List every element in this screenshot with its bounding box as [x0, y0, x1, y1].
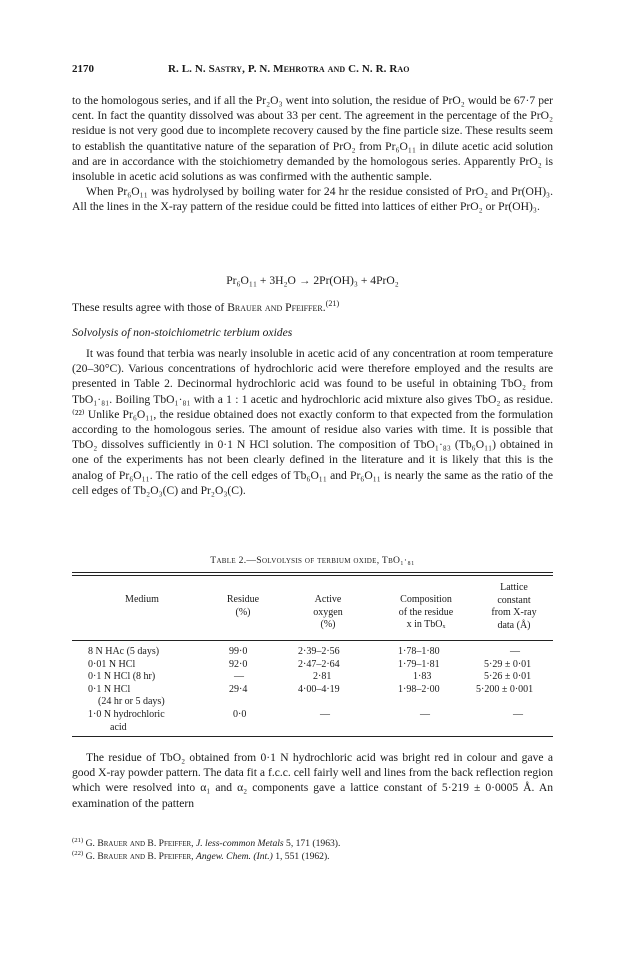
table-row: [72, 646, 553, 659]
table-bottom-rule: [72, 736, 553, 737]
body-text-lower: [72, 750, 553, 811]
table-cell: 99·0: [229, 646, 248, 657]
paragraph-praseodymium-residue: to the homologous series, and if all the Pr₂O₃ went into solution, the residue of PrO₂ would be 67·7 per cent. In fact the quantity dissolved was about 33 per cent. The agreement in the percentage of the PrO₂ residue is not very good due to incomplete recovery caused by the fine particle size. These results seem to establish the quantitative nature of the separation of PrO₂ from Pr₆O₁₁ in dilute acetic acid solution and are in accordance with the stoichiometry demanded by the homologous series. Apparently PrO₂ is insoluble in acetic acid solutions as was confirmed with the authentic sample.: [72, 94, 553, 184]
table-cell: 1·0 N hydrochloric: [88, 709, 165, 720]
footnote-part: G. Brauer and B. Pfeiffer,: [85, 838, 196, 849]
col-header-active-oxygen: Active oxygen (%): [313, 594, 343, 631]
table-cell: 2·81: [313, 671, 332, 683]
body-text-upper: [72, 93, 553, 215]
table-cell: 0·1 N HCl (8 hr): [88, 671, 156, 683]
table-cell: 1·98–2·00: [398, 683, 440, 695]
col-header-composition: Composition of the residue x in TbOₓ: [398, 594, 454, 631]
table-cell: 8 N HAc (5 days): [88, 646, 160, 657]
table-top-rule: [72, 572, 553, 573]
table-cell: 1·78–1·80: [398, 646, 440, 657]
table-caption: Table 2.—Solvolysis of terbium oxide, TbO₁·₈₁: [210, 555, 415, 566]
table-cell: 1·83: [413, 671, 432, 683]
agreement-authors: Brauer and Pfeiffer.: [227, 301, 326, 314]
table-row: [72, 722, 553, 735]
table-row: [72, 659, 553, 672]
section-heading: Solvolysis of non-stoichiometric terbium oxides: [72, 326, 293, 339]
page-number: 2170: [72, 63, 94, 75]
footnote-part: (22): [72, 849, 84, 857]
table-cell: 92·0: [229, 658, 248, 670]
paragraph-agreement: [72, 300, 553, 315]
table-cell: —: [510, 646, 520, 657]
col-header-medium: Medium: [125, 594, 159, 605]
table-header-rule: [72, 640, 553, 641]
col-header-lattice: Lattice constant from X-ray data (Å): [491, 582, 537, 631]
table-cell: —: [234, 671, 244, 683]
table-cell: 5·29 ± 0·01: [484, 658, 532, 670]
footnote-part: 1, 551 (1962).: [272, 851, 330, 862]
agreement-text: These results agree with those of: [72, 301, 228, 314]
table-cell: 0·1 N HCl: [88, 683, 131, 695]
table-cell: 29·4: [229, 683, 248, 695]
table-cell: 2·47–2·64: [298, 658, 340, 670]
running-header: [72, 63, 552, 79]
footnotes: [72, 837, 553, 863]
footnote-part: (21): [72, 836, 84, 844]
paragraph-tbo2-residue: The residue of TbO₂ obtained from 0·1 N hydrochloric acid was bright red in colour and gave a good X-ray powder pattern. The data fit a f.c.c. cell fairly well and lines from the back reflection region which were resolved into α₁ and α₂ components gave a lattice constant of 5·219 ± 0·0005 Å. An examination of the pattern: [72, 751, 553, 810]
table-row: [72, 671, 553, 684]
footnote-part: G. Brauer and B. Pfeiffer,: [85, 851, 196, 862]
table-row: [72, 696, 553, 709]
table-cell: —: [420, 709, 430, 720]
col-header-residue: Residue (%): [226, 594, 260, 618]
table-row: [72, 684, 553, 697]
table-cell: 1·79–1·81: [398, 658, 440, 670]
table-cell: —: [320, 709, 330, 720]
hydrolysis-equation: Pr₆O₁₁ + 3H₂O → 2Pr(OH)₃ + 4PrO₂: [226, 274, 399, 287]
paragraph-hydrolysis: When Pr₆O₁₁ was hydrolysed by boiling water for 24 hr the residue consisted of PrO₂ and Pr(OH)₃. All the lines in the X-ray pattern of the residue could be fitted into lattices of either PrO₂ or Pr(OH)₃.: [72, 185, 553, 214]
table-cell: 5·26 ± 0·01: [484, 671, 532, 683]
footnote-part: J. less-common Metals: [195, 838, 284, 849]
footnote-22: [72, 850, 553, 863]
table-cell: 0·0: [233, 709, 247, 720]
paragraph-terbium-solvolysis: It was found that terbia was nearly insoluble in acetic acid of any concentration at room temperature (20–30°C). Various concentrations of hydrochloric acid were therefore employed and the results are presented in Table 2. Decinormal hydrochloric acid was found to be useful in obtaining TbO₂ from TbO₁·₈₁. Boiling TbO₁·₈₁ with a 1 : 1 acetic and hydrochloric acid mixture also gives TbO₂ as residue.⁽²²⁾ Unlike Pr₆O₁₁, the residue obtained does not exactly conform to that expected from the formulation according to the homologous series. The amount of residue also varies with time. It is possible that TbO₂ dissolves sufficiently in 0·1 N HCl solution. The composition of TbO₁·₈₃ (Tb₆O₁₁) obtained in one of the experiments has not been clearly defined in the literature and it is likely that this is the analog of Pr₆O₁₁. The ratio of the cell edges of Tb₆O₁₁ and Pr₆O₁₁ is nearly the same as the ratio of the cell edges of Tb₂O₃(C) and Pr₂O₃(C).: [72, 347, 553, 497]
table-cell: —: [513, 709, 523, 720]
footnote-part: Angew. Chem. (Int.): [195, 851, 273, 862]
running-head-authors: R. L. N. Sastry, P. N. Mehrotra and C. N. R. Rao: [168, 63, 410, 75]
table-cell: acid: [110, 721, 127, 733]
table-cell: (24 hr or 5 days): [98, 696, 165, 708]
table-cell: 5·200 ± 0·001: [476, 683, 534, 695]
footnote-part: 5, 171 (1963).: [283, 838, 341, 849]
reference-mark: (21): [325, 299, 340, 309]
table-row: [72, 709, 553, 722]
table-top-rule-2: [72, 575, 553, 576]
body-text-terbium: [72, 346, 553, 498]
body-text-agreement: [72, 300, 553, 315]
footnote-21: [72, 837, 553, 850]
table-cell: 0·01 N HCl: [88, 658, 136, 670]
table-cell: 2·39–2·56: [298, 646, 340, 657]
table-cell: 4·00–4·19: [298, 683, 340, 695]
